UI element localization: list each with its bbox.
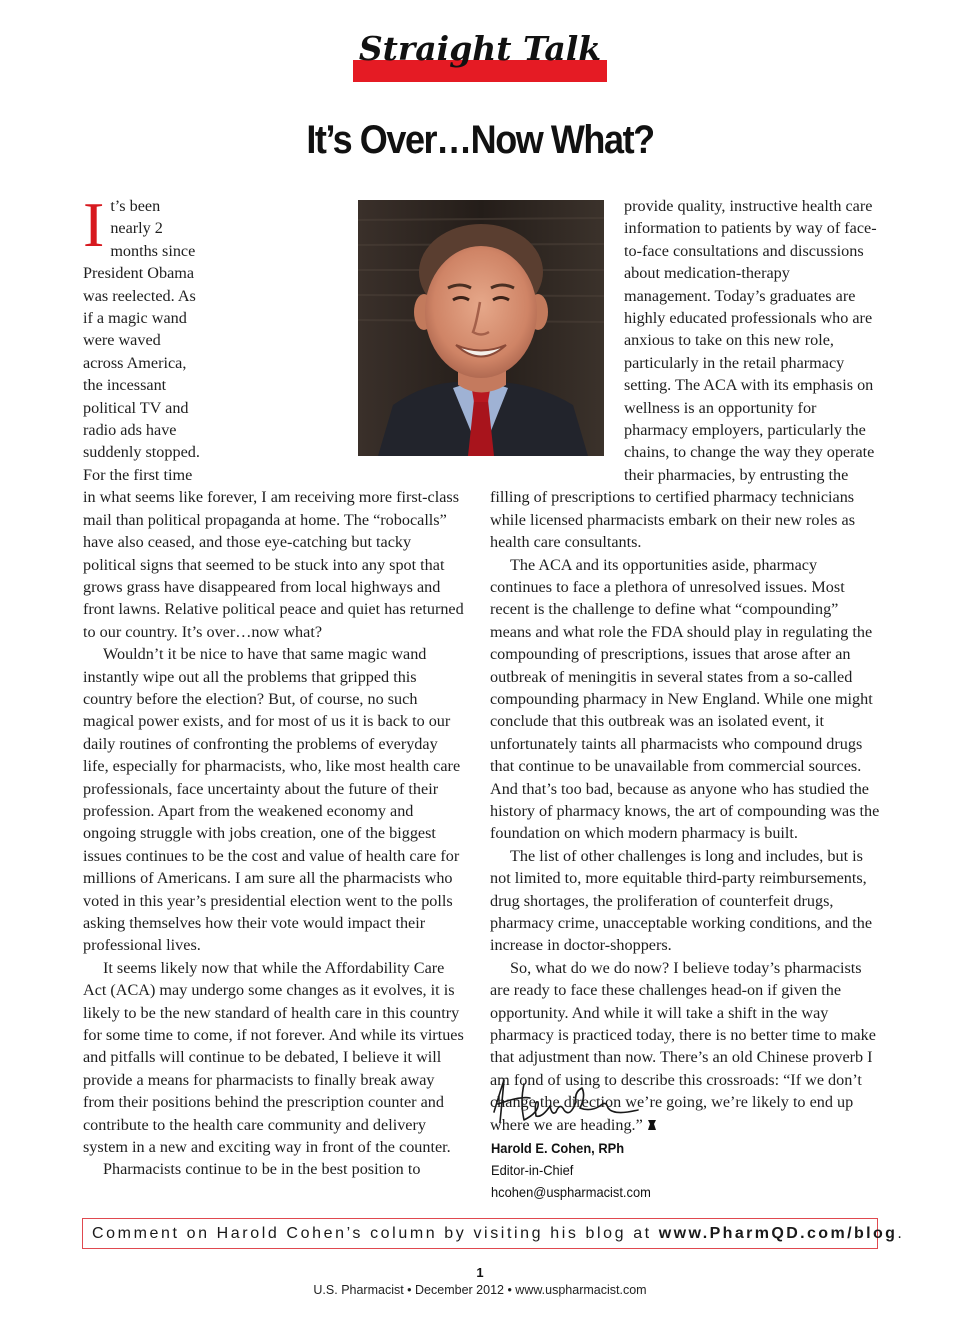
paragraph-4-continued: provide quality, instructive health care information to patients by way of face-to-face consultations and discussions about medication-therapy management. Today’s graduates are highly educated professionals who are anxious to take on this new role, particularly in the retail pharmacy setting. The ACA with its emphasis on wellness is an opportunity for pharmacy employers, particularly the chains, to change the way they operate their pharmacies, by entrusting the filling of prescriptions to certified pharmacy technicians while licensed pharmacists embark on their new roles as health care consultants. (490, 197, 877, 552)
comment-text: Comment on Harold Cohen’s column by visiting his blog at (92, 1225, 659, 1242)
author-role: Editor-in-Chief (491, 1162, 574, 1178)
paragraph-4-text: Pharmacists continue to be in the best position to (103, 1160, 421, 1179)
paragraph-4 (83, 1158, 466, 1180)
author-signoff (491, 1137, 651, 1203)
article-headline: It’s Over…Now What? (306, 118, 654, 162)
photo-wrap-space (201, 195, 466, 465)
end-of-article-icon (647, 1119, 657, 1131)
comment-callout (82, 1218, 905, 1249)
comment-end: . (897, 1225, 905, 1242)
author-name: Harold E. Cohen, RPh (491, 1140, 625, 1156)
masthead (353, 29, 607, 82)
blog-link[interactable]: www.PharmQD.com/blog (658, 1225, 898, 1242)
drop-cap: I (83, 189, 105, 260)
paragraph-6: The list of other challenges is long and includes, but is not limited to, more equitable third-party reimbursements, drug shortages, the proliferation of counterfeit drugs, pharmacy crime, unacceptable working conditions, and the increase in doctor-shoppers. (490, 846, 873, 955)
article-column-left (83, 189, 466, 1181)
photo-wrap-space-right (490, 195, 624, 465)
article-column-right (490, 195, 880, 1136)
paragraph-7-text: So, what do we do now? I believe today’s pharmacists are ready to face these challenges head-on if given the opportunity. And while it will take a shift in the way pharmacy is practiced today, there is no better time to make that adjustment than now. There’s an old Chinese proverb I am fond of using to describe this crossroads: “If we don’t change the direction we’re going, we’re likely to end up where we are heading.” (490, 958, 876, 1134)
paragraph-5: The ACA and its opportunities aside, pharmacy continues to face a plethora of unresolved issues. Most recent is the challenge to define what “compounding” means and what role the FDA should play in regulating the compounding of prescriptions, issues that arose after an outbreak of meningitis in several states from a so-called compounding pharmacy in New England. While one might conclude that this outbreak was an isolated event, it unfortunately taints all pharmacists who compound drugs that continue to be unavailable from commercial sources. And that’s too bad, because as anyone who has studied the history of pharmacy knows, the art of compounding was the foundation on which modern pharmacy is built. (490, 555, 880, 843)
author-email[interactable]: hcohen@uspharmacist.com (491, 1184, 651, 1200)
paragraph-3: It seems likely now that while the Affordability Care Act (ACA) may undergo some changes as it evolves, it is likely to be the new standard of health care in this country for some time to come, if not forever. And while its virtues and pitfalls will continue to be debated, I believe it will provide a means for pharmacists to finally break away from their positions behind the prescription counter and contribute to the health care community and delivery system in a new and exciting way in front of the counter. (83, 958, 464, 1157)
paragraph-1-text: t’s been nearly 2 months since President Obama was reelected. As if a magic wand were waved across America, the incessant political TV and radio ads have suddenly stopped. For the first time in what seems like forever, I am receiving more first-class mail than political propaganda at home. The “robocalls” have also ceased, and those eye-catching but tacky political signs that seemed to be stuck into any spot that grows grass have disappeared from local highways and front lawns. Relative political peace and quiet has returned to our country. It’s over…now what? (83, 197, 464, 641)
page-number: 1 (476, 1265, 484, 1280)
paragraph-2: Wouldn’t it be nice to have that same magic wand instantly wipe out all the problems that gripped this country before the election? But, of course, no such magical power exists, and for most of us it is back to our daily routines of confronting the problems of everyday life, especially for pharmacists, who, like most health care professionals, face uncertainty about the future of their profession. Apart from the weakened economy and ongoing struggle with jobs creation, one of the biggest issues continues to be the cost and value of health care for millions of Americans. I am sure all the pharmacists who voted in this year’s presidential election went to the polls asking themselves how their vote would impact their professional lives. (83, 645, 461, 955)
signature-image (490, 1072, 640, 1132)
page-footer: U.S. Pharmacist • December 2012 • www.uspharmacist.com (313, 1283, 647, 1297)
masthead-title: Straight Talk (358, 29, 602, 68)
